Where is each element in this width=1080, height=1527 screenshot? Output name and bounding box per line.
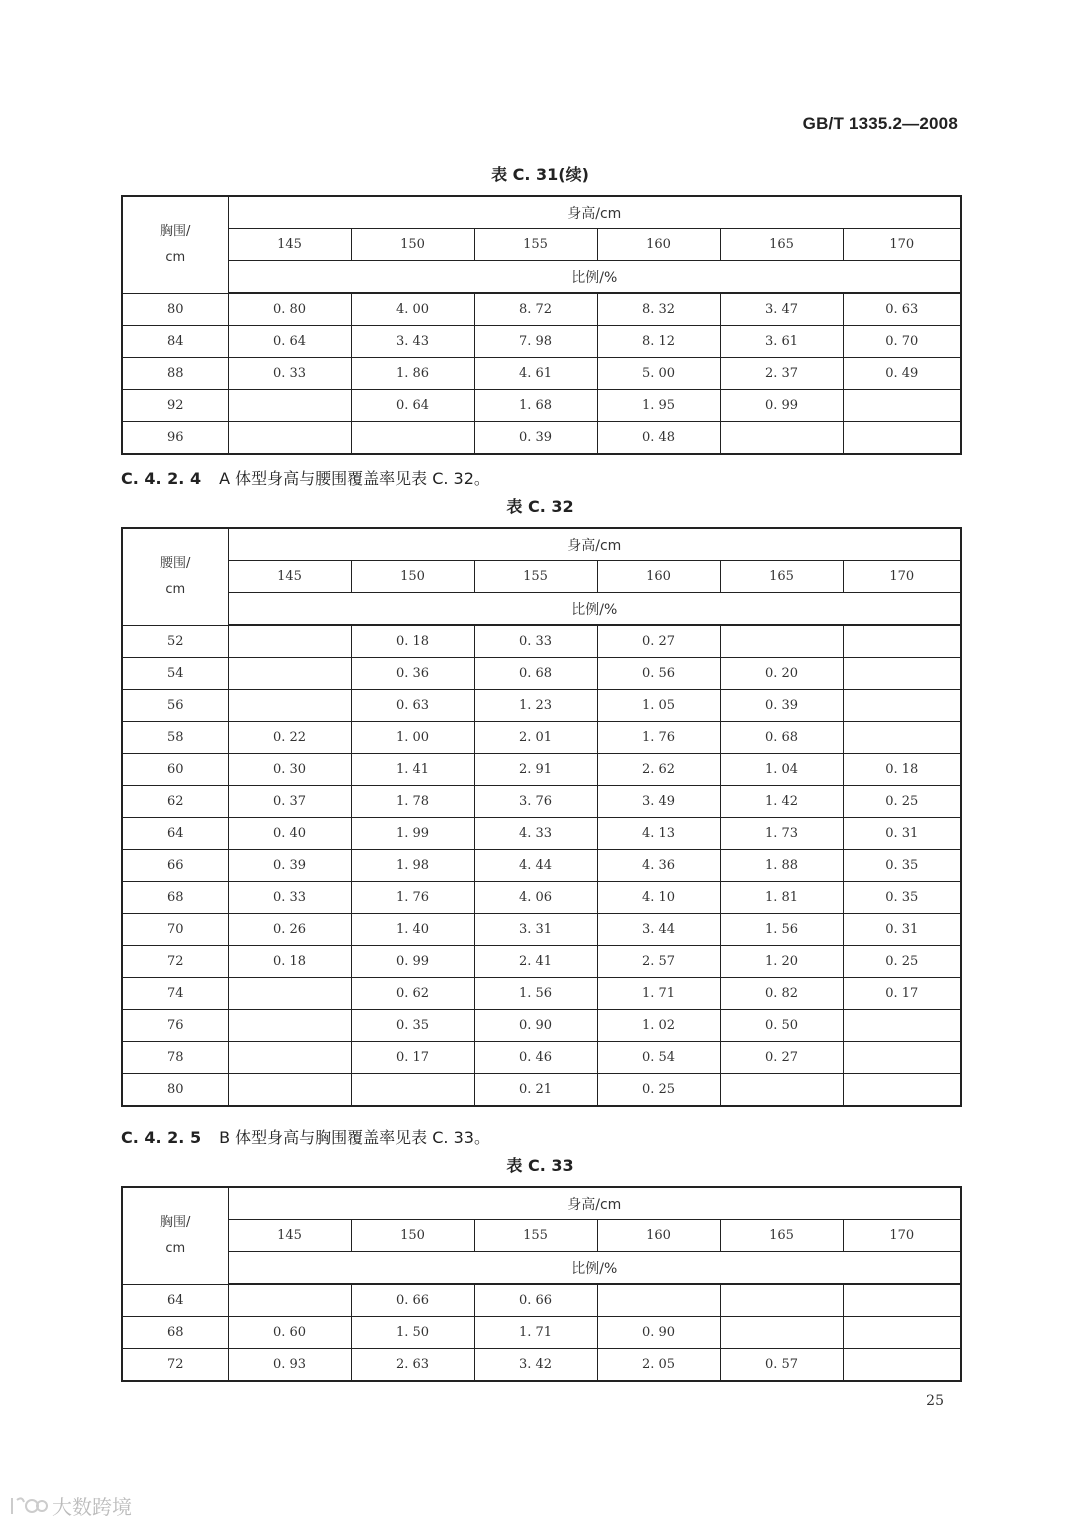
table-c33 — [121, 1186, 962, 1382]
value-cell: 0. 70 — [843, 326, 961, 358]
table-row — [122, 850, 961, 882]
ratio-label-row — [122, 261, 961, 294]
value-cell: 2. 41 — [474, 946, 597, 978]
ratio-label: 比例/% — [228, 1252, 961, 1285]
value-cell: 1. 05 — [597, 690, 720, 722]
row-label-cell: 52 — [122, 625, 228, 658]
table-row — [122, 1349, 961, 1382]
value-cell — [720, 422, 843, 455]
row-label-cell: 62 — [122, 786, 228, 818]
watermark-text: 大数跨境 — [52, 1495, 132, 1519]
row-label-cell: 72 — [122, 946, 228, 978]
watermark-logo-icon — [8, 1494, 48, 1518]
value-cell — [228, 390, 351, 422]
row-header-line2: cm — [165, 1240, 186, 1256]
value-cell — [228, 1010, 351, 1042]
column-header: 155 — [474, 561, 597, 593]
value-cell: 0. 26 — [228, 914, 351, 946]
row-label-cell: 72 — [122, 1349, 228, 1382]
table-row — [122, 1074, 961, 1107]
row-label-cell: 60 — [122, 754, 228, 786]
value-cell: 4. 36 — [597, 850, 720, 882]
value-cell: 2. 37 — [720, 358, 843, 390]
value-cell: 1. 78 — [351, 786, 474, 818]
height-label: 身高/cm — [228, 196, 961, 229]
table-c31 — [121, 195, 962, 455]
row-header-line1: 胸围/ — [160, 223, 191, 239]
header-columns-row — [122, 1220, 961, 1252]
row-label-cell: 88 — [122, 358, 228, 390]
value-cell: 3. 61 — [720, 326, 843, 358]
height-label: 身高/cm — [228, 528, 961, 561]
value-cell — [228, 978, 351, 1010]
value-cell: 0. 66 — [351, 1284, 474, 1317]
value-cell: 0. 27 — [720, 1042, 843, 1074]
value-cell — [228, 1284, 351, 1317]
value-cell: 0. 33 — [228, 358, 351, 390]
table-row — [122, 690, 961, 722]
value-cell — [843, 658, 961, 690]
value-cell: 0. 54 — [597, 1042, 720, 1074]
column-header: 150 — [351, 229, 474, 261]
value-cell: 0. 18 — [843, 754, 961, 786]
value-cell: 0. 68 — [474, 658, 597, 690]
value-cell: 1. 86 — [351, 358, 474, 390]
column-header: 165 — [720, 561, 843, 593]
value-cell: 3. 44 — [597, 914, 720, 946]
value-cell: 4. 10 — [597, 882, 720, 914]
row-label-cell: 96 — [122, 422, 228, 455]
value-cell: 0. 30 — [228, 754, 351, 786]
value-cell: 4. 33 — [474, 818, 597, 850]
value-cell: 0. 31 — [843, 914, 961, 946]
value-cell: 1. 76 — [351, 882, 474, 914]
row-label-cell: 76 — [122, 1010, 228, 1042]
header-columns-row — [122, 561, 961, 593]
value-cell: 2. 57 — [597, 946, 720, 978]
value-cell — [351, 422, 474, 455]
height-label: 身高/cm — [228, 1187, 961, 1220]
value-cell: 2. 91 — [474, 754, 597, 786]
table-row — [122, 914, 961, 946]
column-header: 160 — [597, 229, 720, 261]
row-label-cell: 84 — [122, 326, 228, 358]
value-cell: 4. 06 — [474, 882, 597, 914]
value-cell: 1. 88 — [720, 850, 843, 882]
value-cell — [228, 1074, 351, 1107]
value-cell: 0. 22 — [228, 722, 351, 754]
value-cell: 0. 62 — [351, 978, 474, 1010]
row-label-cell: 66 — [122, 850, 228, 882]
column-header: 160 — [597, 561, 720, 593]
value-cell: 0. 63 — [843, 293, 961, 326]
table-row — [122, 326, 961, 358]
row-label-cell: 70 — [122, 914, 228, 946]
row-header-label — [122, 1187, 228, 1284]
value-cell: 0. 90 — [474, 1010, 597, 1042]
row-label-cell: 74 — [122, 978, 228, 1010]
watermark — [8, 1491, 132, 1520]
row-header-line2: cm — [165, 249, 186, 265]
clause-c424 — [121, 469, 490, 489]
value-cell: 1. 98 — [351, 850, 474, 882]
value-cell — [843, 722, 961, 754]
row-label-cell: 78 — [122, 1042, 228, 1074]
value-cell: 1. 73 — [720, 818, 843, 850]
value-cell: 1. 50 — [351, 1317, 474, 1349]
value-cell: 1. 00 — [351, 722, 474, 754]
value-cell: 3. 43 — [351, 326, 474, 358]
value-cell: 0. 20 — [720, 658, 843, 690]
row-label-cell: 92 — [122, 390, 228, 422]
value-cell: 1. 99 — [351, 818, 474, 850]
table-row — [122, 625, 961, 658]
column-header: 155 — [474, 229, 597, 261]
table-row — [122, 882, 961, 914]
value-cell: 0. 80 — [228, 293, 351, 326]
value-cell: 0. 39 — [228, 850, 351, 882]
value-cell: 1. 71 — [474, 1317, 597, 1349]
value-cell: 0. 99 — [720, 390, 843, 422]
value-cell: 3. 49 — [597, 786, 720, 818]
table-row — [122, 1010, 961, 1042]
value-cell — [720, 1074, 843, 1107]
value-cell: 0. 68 — [720, 722, 843, 754]
value-cell — [228, 658, 351, 690]
header-row — [122, 1187, 961, 1220]
column-header: 170 — [843, 1220, 961, 1252]
value-cell — [843, 390, 961, 422]
column-header: 165 — [720, 1220, 843, 1252]
value-cell — [843, 1010, 961, 1042]
column-header: 145 — [228, 561, 351, 593]
page-number: 25 — [926, 1393, 944, 1409]
table-row — [122, 754, 961, 786]
table-row — [122, 946, 961, 978]
table-row — [122, 293, 961, 326]
value-cell — [720, 1284, 843, 1317]
header-row — [122, 196, 961, 229]
value-cell: 0. 82 — [720, 978, 843, 1010]
row-label-cell: 58 — [122, 722, 228, 754]
row-label-cell: 68 — [122, 882, 228, 914]
table-row — [122, 358, 961, 390]
row-label-cell: 54 — [122, 658, 228, 690]
table-c33-title: 表 C. 33 — [506, 1156, 574, 1175]
value-cell: 0. 18 — [351, 625, 474, 658]
column-header: 165 — [720, 229, 843, 261]
value-cell — [843, 1284, 961, 1317]
value-cell: 3. 31 — [474, 914, 597, 946]
ratio-label-row — [122, 593, 961, 626]
value-cell: 0. 90 — [597, 1317, 720, 1349]
value-cell: 0. 25 — [843, 786, 961, 818]
row-label-cell: 68 — [122, 1317, 228, 1349]
value-cell — [228, 625, 351, 658]
value-cell: 3. 47 — [720, 293, 843, 326]
column-header: 170 — [843, 229, 961, 261]
column-header: 155 — [474, 1220, 597, 1252]
column-header: 145 — [228, 1220, 351, 1252]
value-cell — [843, 1317, 961, 1349]
value-cell: 0. 56 — [597, 658, 720, 690]
value-cell: 1. 56 — [720, 914, 843, 946]
value-cell: 0. 25 — [843, 946, 961, 978]
value-cell: 0. 35 — [351, 1010, 474, 1042]
value-cell: 3. 76 — [474, 786, 597, 818]
value-cell — [843, 1042, 961, 1074]
header-columns-row — [122, 229, 961, 261]
row-header-label — [122, 528, 228, 625]
value-cell: 1. 20 — [720, 946, 843, 978]
value-cell — [843, 1349, 961, 1382]
value-cell: 1. 23 — [474, 690, 597, 722]
value-cell: 0. 93 — [228, 1349, 351, 1382]
header-row — [122, 528, 961, 561]
column-header: 160 — [597, 1220, 720, 1252]
clause-text: A 体型身高与腰围覆盖率见表 C. 32。 — [219, 469, 490, 488]
value-cell: 4. 00 — [351, 293, 474, 326]
ratio-label: 比例/% — [228, 593, 961, 626]
column-header: 150 — [351, 1220, 474, 1252]
value-cell: 1. 95 — [597, 390, 720, 422]
value-cell: 0. 17 — [843, 978, 961, 1010]
column-header: 145 — [228, 229, 351, 261]
ratio-label: 比例/% — [228, 261, 961, 294]
value-cell: 0. 39 — [474, 422, 597, 455]
value-cell: 0. 99 — [351, 946, 474, 978]
table-row — [122, 1317, 961, 1349]
value-cell: 0. 27 — [597, 625, 720, 658]
row-label-cell: 56 — [122, 690, 228, 722]
value-cell — [228, 690, 351, 722]
value-cell: 0. 39 — [720, 690, 843, 722]
value-cell: 2. 05 — [597, 1349, 720, 1382]
value-cell: 1. 71 — [597, 978, 720, 1010]
value-cell: 2. 62 — [597, 754, 720, 786]
value-cell: 4. 61 — [474, 358, 597, 390]
table-row — [122, 390, 961, 422]
table-c31-title: 表 C. 31(续) — [491, 165, 589, 184]
value-cell: 4. 13 — [597, 818, 720, 850]
value-cell: 1. 68 — [474, 390, 597, 422]
value-cell: 0. 40 — [228, 818, 351, 850]
value-cell: 0. 66 — [474, 1284, 597, 1317]
value-cell: 1. 76 — [597, 722, 720, 754]
value-cell: 0. 64 — [228, 326, 351, 358]
value-cell — [843, 1074, 961, 1107]
value-cell: 4. 44 — [474, 850, 597, 882]
value-cell: 2. 63 — [351, 1349, 474, 1382]
row-label-cell: 64 — [122, 1284, 228, 1317]
value-cell: 8. 12 — [597, 326, 720, 358]
row-header-line1: 胸围/ — [160, 1214, 191, 1230]
ratio-label-row — [122, 1252, 961, 1285]
value-cell — [720, 1317, 843, 1349]
table-row — [122, 1042, 961, 1074]
value-cell: 2. 01 — [474, 722, 597, 754]
row-label-cell: 80 — [122, 293, 228, 326]
value-cell: 0. 21 — [474, 1074, 597, 1107]
table-row — [122, 658, 961, 690]
table-c32-title: 表 C. 32 — [506, 497, 574, 516]
value-cell: 0. 60 — [228, 1317, 351, 1349]
value-cell: 0. 35 — [843, 850, 961, 882]
value-cell: 0. 37 — [228, 786, 351, 818]
value-cell: 0. 63 — [351, 690, 474, 722]
value-cell: 5. 00 — [597, 358, 720, 390]
value-cell: 3. 42 — [474, 1349, 597, 1382]
value-cell: 1. 04 — [720, 754, 843, 786]
value-cell: 0. 18 — [228, 946, 351, 978]
table-row — [122, 818, 961, 850]
value-cell: 0. 49 — [843, 358, 961, 390]
table-row — [122, 422, 961, 455]
column-header: 170 — [843, 561, 961, 593]
value-cell: 1. 40 — [351, 914, 474, 946]
clause-c425 — [121, 1128, 490, 1148]
value-cell: 1. 42 — [720, 786, 843, 818]
value-cell: 0. 46 — [474, 1042, 597, 1074]
value-cell — [597, 1284, 720, 1317]
value-cell: 8. 72 — [474, 293, 597, 326]
column-header: 150 — [351, 561, 474, 593]
value-cell: 0. 25 — [597, 1074, 720, 1107]
value-cell: 7. 98 — [474, 326, 597, 358]
clause-number: C. 4. 2. 5 — [121, 1128, 202, 1147]
value-cell: 0. 48 — [597, 422, 720, 455]
table-row — [122, 786, 961, 818]
row-header-line2: cm — [165, 581, 186, 597]
row-header-line1: 腰围/ — [160, 555, 191, 571]
value-cell: 0. 35 — [843, 882, 961, 914]
row-label-cell: 64 — [122, 818, 228, 850]
value-cell: 0. 36 — [351, 658, 474, 690]
value-cell — [843, 422, 961, 455]
value-cell: 0. 17 — [351, 1042, 474, 1074]
value-cell — [720, 625, 843, 658]
value-cell — [843, 690, 961, 722]
value-cell: 1. 41 — [351, 754, 474, 786]
value-cell — [228, 1042, 351, 1074]
standard-code: GB/T 1335.2—2008 — [802, 114, 958, 133]
value-cell: 1. 81 — [720, 882, 843, 914]
table-row — [122, 978, 961, 1010]
value-cell: 0. 57 — [720, 1349, 843, 1382]
value-cell: 0. 31 — [843, 818, 961, 850]
row-header-label — [122, 196, 228, 293]
clause-number: C. 4. 2. 4 — [121, 469, 202, 488]
table-row — [122, 1284, 961, 1317]
value-cell — [228, 422, 351, 455]
value-cell: 8. 32 — [597, 293, 720, 326]
value-cell: 0. 33 — [474, 625, 597, 658]
value-cell — [351, 1074, 474, 1107]
value-cell — [843, 625, 961, 658]
value-cell: 1. 56 — [474, 978, 597, 1010]
clause-text: B 体型身高与胸围覆盖率见表 C. 33。 — [219, 1128, 490, 1147]
table-c32 — [121, 527, 962, 1107]
value-cell: 0. 33 — [228, 882, 351, 914]
table-row — [122, 722, 961, 754]
value-cell: 1. 02 — [597, 1010, 720, 1042]
row-label-cell: 80 — [122, 1074, 228, 1107]
value-cell: 0. 50 — [720, 1010, 843, 1042]
value-cell: 0. 64 — [351, 390, 474, 422]
